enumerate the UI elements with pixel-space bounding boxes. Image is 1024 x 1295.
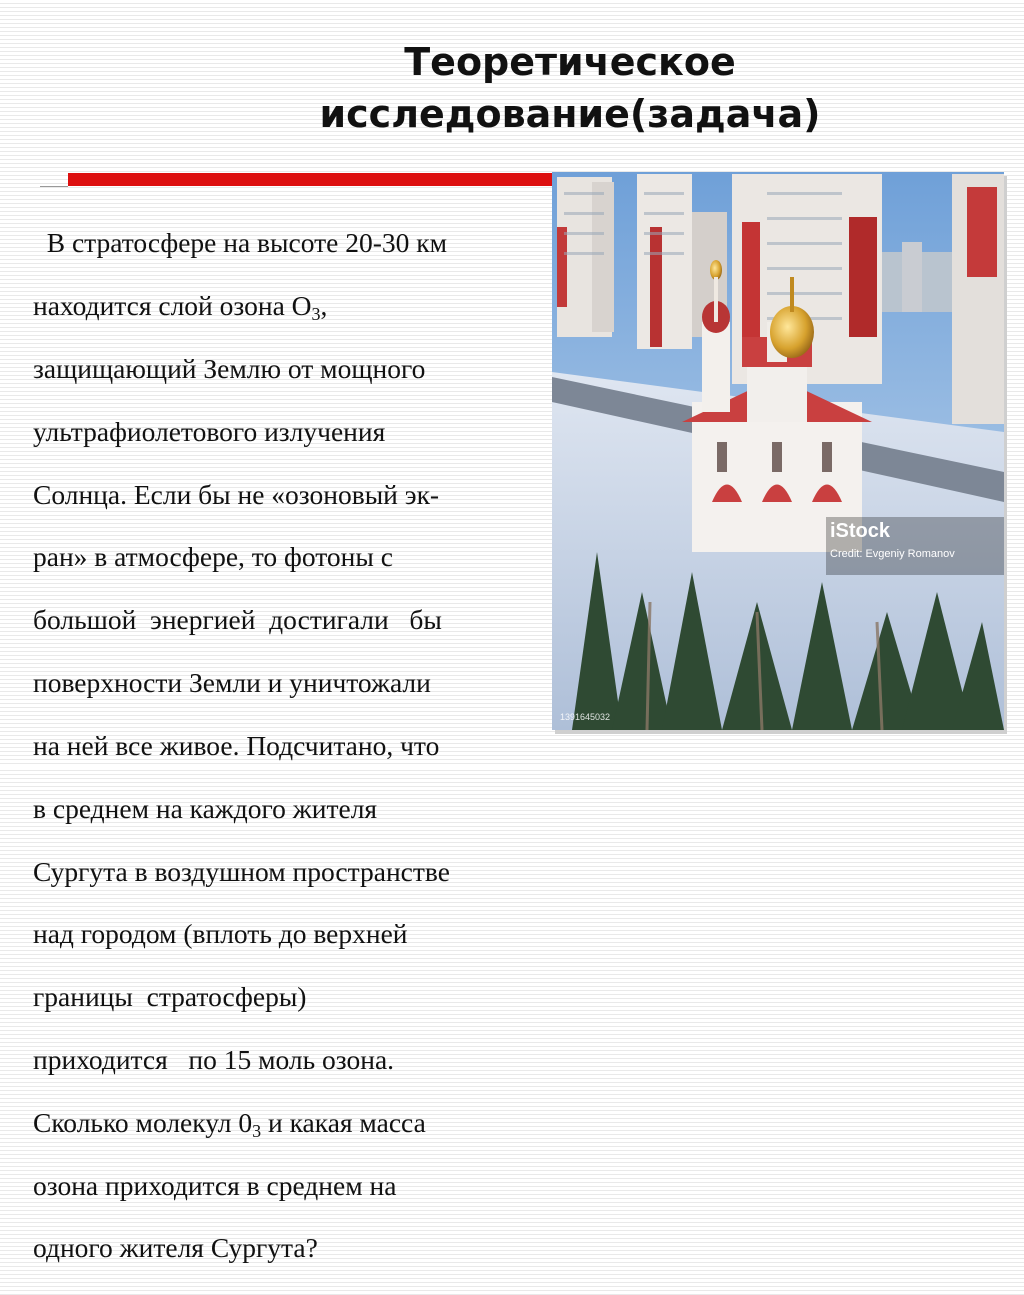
text-line: Сургута в воздушном пространстве	[33, 855, 450, 887]
slide-title-line-2: исследование(задача)	[319, 92, 821, 136]
text-line	[33, 1106, 563, 1141]
subscript: 3	[252, 1120, 262, 1141]
text-line: границы стратосферы)	[33, 981, 307, 1013]
text-line: озона приходится в среднем на	[33, 1169, 397, 1201]
title-rule-red	[68, 173, 554, 186]
watermark-credit: Credit: Evgeniy Romanov	[830, 548, 955, 560]
text-line: на ней все живое. Подсчитано, что	[33, 729, 440, 761]
text-line: большой энергией достигали бы	[33, 604, 442, 636]
slide-title	[190, 36, 950, 140]
text-line: приходится по 15 моль озона.	[33, 1043, 395, 1075]
text-line: одного жителя Сургута?	[33, 1232, 318, 1264]
problem-text	[33, 196, 563, 1295]
text-line: над городом (вплоть до верхней	[33, 918, 408, 950]
text-line	[33, 290, 563, 325]
text-fragment: находится слой озона О	[33, 290, 312, 322]
text-line: ран» в атмосфере, то фотоны с	[33, 541, 393, 573]
photo-stock-id: 1391645032	[560, 712, 611, 722]
text-fragment: и какая масса	[261, 1106, 426, 1138]
subscript: 3	[311, 304, 321, 325]
title-rule-gray	[40, 186, 68, 187]
watermark-logo: iStock	[830, 520, 891, 542]
text-line: ультрафиолетового излучения	[33, 415, 386, 447]
text-fragment: ,	[320, 290, 328, 322]
text-line: поверхности Земли и уничтожали	[33, 667, 431, 699]
text-fragment: Сколько молекул 0	[33, 1106, 253, 1138]
church-photo	[552, 172, 1004, 730]
text-line: В стратосфере на высоте 20-30 км	[33, 227, 448, 259]
slide-title-line-1: Теоретическое	[404, 40, 736, 84]
text-line: Солнца. Если бы не «озоновый эк-	[33, 478, 440, 510]
text-line: в среднем на каждого жителя	[33, 792, 378, 824]
text-line: защищающий Землю от мощного	[33, 353, 426, 385]
